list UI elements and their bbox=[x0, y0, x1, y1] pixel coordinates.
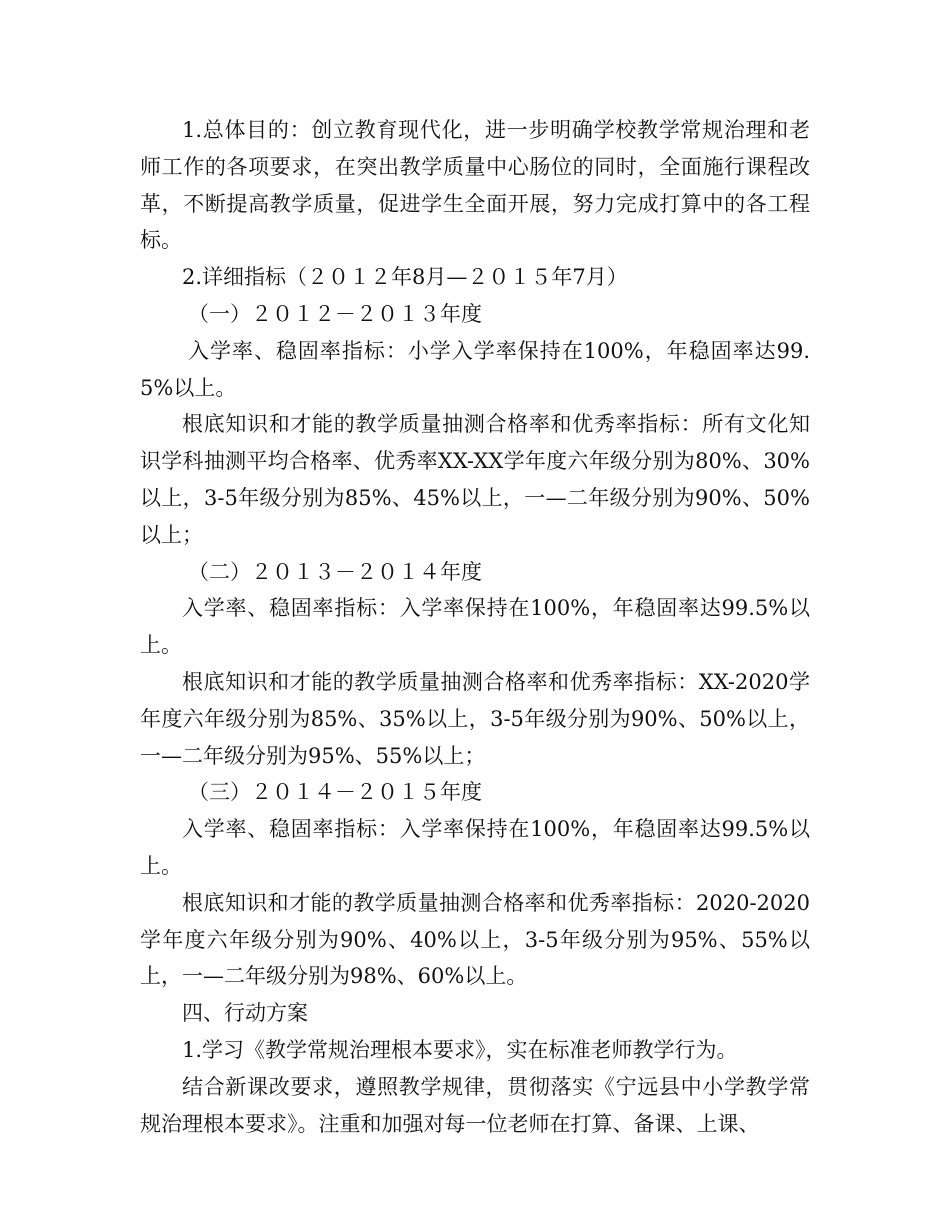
paragraph-enrollment-2012: 入学率、稳固率指标：小学入学率保持在100%，年稳固率达99.5%以上。 bbox=[140, 338, 810, 400]
paragraph-enrollment-2013: 入学率、稳固率指标：入学率保持在100%，年稳固率达99.5%以上。 bbox=[140, 596, 810, 658]
paragraph-action-item-1: 1.学习《教学常规治理根本要求》，实在标准老师教学行为。 bbox=[182, 1037, 738, 1062]
paragraph-quality-2013: 根底知识和才能的教学质量抽测合格率和优秀率指标：XX-2020学年度六年级分别为85%、35%以上，3-5年级分别为90%、50%以上，一—二年级分别为95%、55%以上； bbox=[140, 669, 810, 768]
document-body bbox=[140, 112, 810, 1142]
paragraph-detailed-indicators: 2.详细指标（２０１２年8月—２０１５年7月） bbox=[182, 265, 628, 290]
paragraph-action-detail: 结合新课改要求，遵照教学规律，贯彻落实《宁远县中小学教学常规治理根本要求》。注重和加强对每一位老师在打算、备课、上课、 bbox=[140, 1074, 810, 1136]
paragraph-quality-2012: 根底知识和才能的教学质量抽测合格率和优秀率指标：所有文化知识学科抽测平均合格率、优秀率XX-XX学年度六年级分别为80%、30%以上，3-5年级分别为85%、45%以上，一—二年级分别为90%、50%以上； bbox=[140, 412, 810, 547]
subheading-year-2014-2015: （三）２０１４－２０１５年度 bbox=[188, 780, 482, 805]
section-heading-action-plan: 四、行动方案 bbox=[182, 1001, 308, 1026]
paragraph-overall-goal: 1.总体目的：创立教育现代化，进一步明确学校教学常规治理和老师工作的各项要求，在突出教学质量中心肠位的同时，全面施行课程改革，不断提高教学质量，促进学生全面开展，努力完成打算中的各工程标。 bbox=[140, 118, 810, 253]
paragraph-enrollment-2014: 入学率、稳固率指标：入学率保持在100%，年稳固率达99.5%以上。 bbox=[140, 817, 810, 878]
subheading-year-2012-2013: （一）２０１２－２０１３年度 bbox=[188, 301, 482, 326]
subheading-year-2013-2014: （二）２０１３－２０１４年度 bbox=[188, 559, 482, 584]
paragraph-quality-2014: 根底知识和才能的教学质量抽测合格率和优秀率指标：2020-2020学年度六年级分别为90%、40%以上，3-5年级分别为95%、55%以上，一—二年级分别为98%、60%以上。 bbox=[140, 890, 810, 989]
